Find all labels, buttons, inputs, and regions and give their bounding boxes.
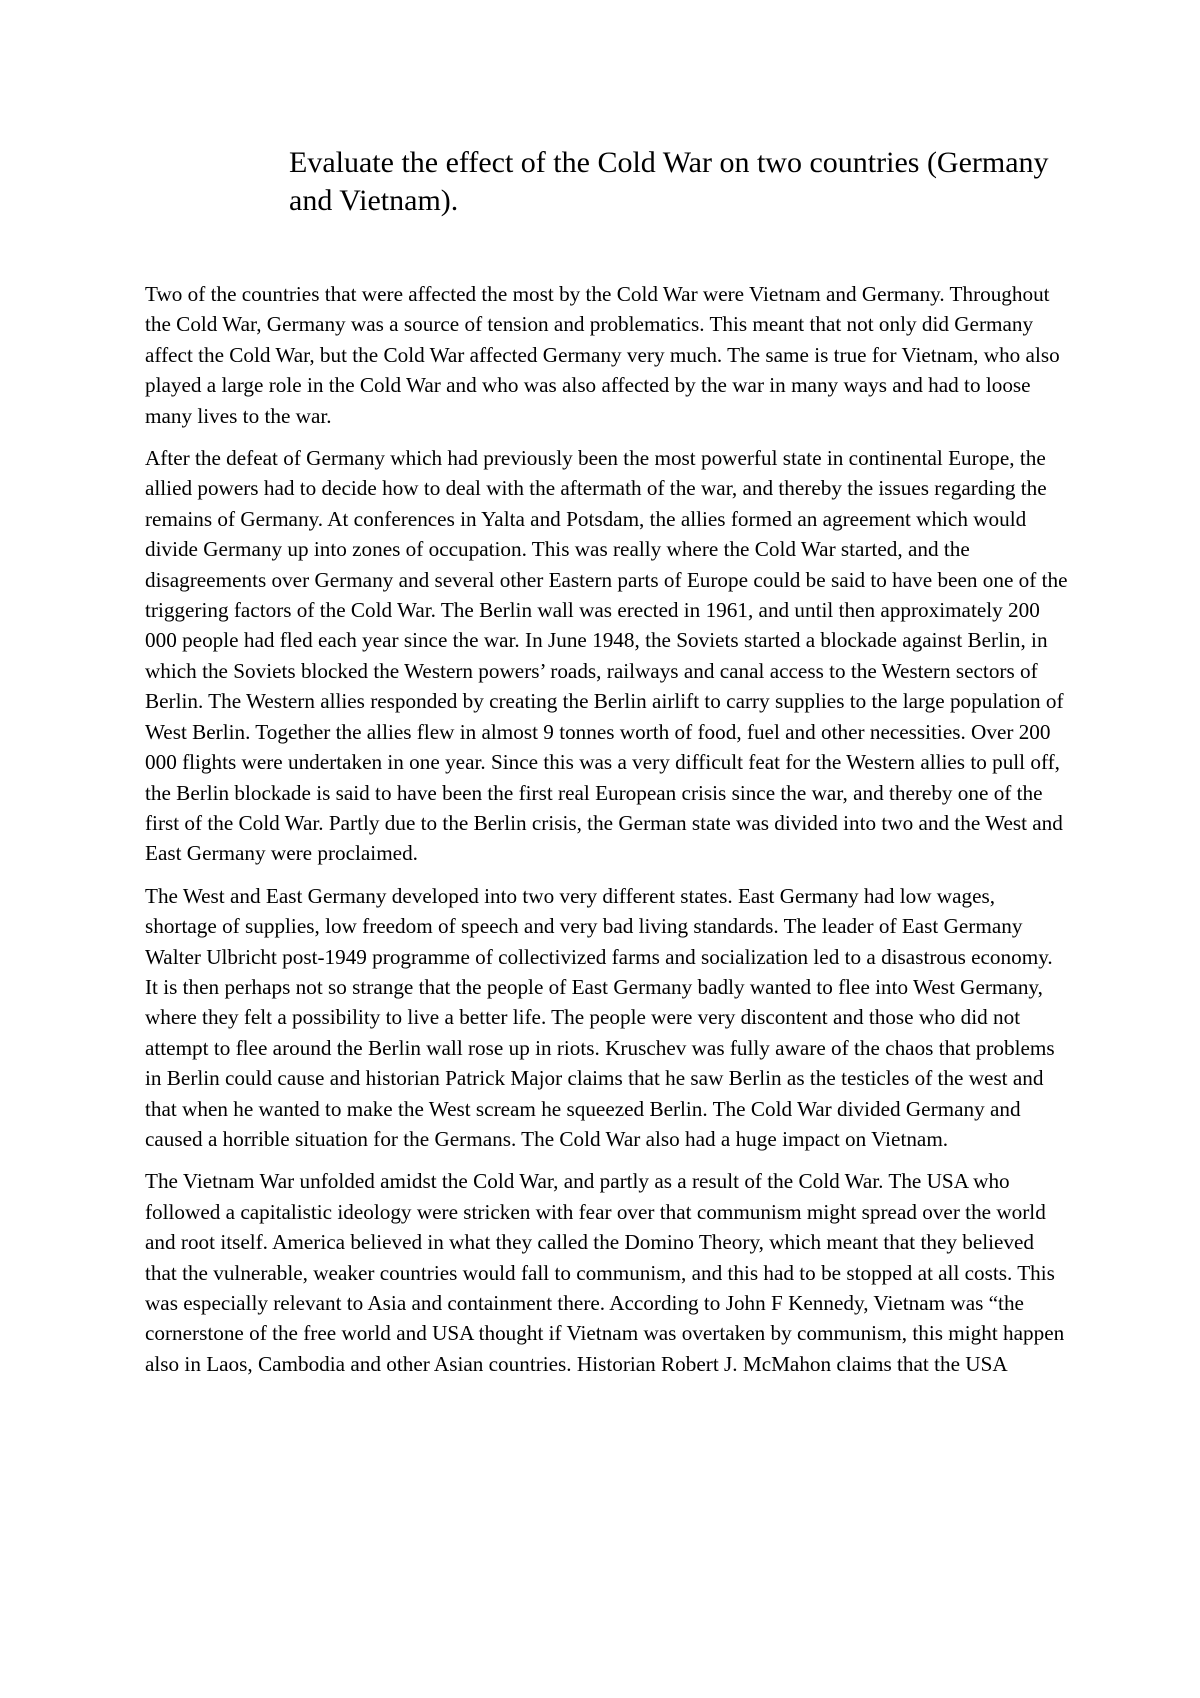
- paragraph-intro: Two of the countries that were affected the most by the Cold War were Vietnam and Germany. Throughout the Cold War, Germany was a source of tension and problematics. This meant that not only did Germany affect the Cold War, but the Cold War affected Germany very much. The same is true for Vietnam, who also played a large role in the Cold War and who was also affected by the war in many ways and had to loose many lives to the war.: [145, 282, 1060, 428]
- document-body: [145, 279, 1070, 1391]
- paragraph-germany-division: After the defeat of Germany which had previously been the most powerful state in continental Europe, the allied powers had to decide how to deal with the aftermath of the war, and thereby the issues regarding the remains of Germany. At conferences in Yalta and Potsdam, the allies formed an agreement which would divide Germany up into zones of occupation. This was really where the Cold War started, and the disagreements over Germany and several other Eastern parts of Europe could be said to have been one of the triggering factors of the Cold War. The Berlin wall was erected in 1961, and until then approximately 200 000 people had fled each year since the war. In June 1948, the Soviets started a blockade against Berlin, in which the Soviets blocked the Western powers’ roads, railways and canal access to the Western sectors of Berlin. The Western allies responded by creating the Berlin airlift to carry supplies to the large population of West Berlin. Together the allies flew in almost 9 tonnes worth of food, fuel and other necessities. Over 200 000 flights were undertaken in one year. Since this was a very difficult feat for the Western allies to pull off, the Berlin blockade is said to have been the first real European crisis since the war, and thereby one of the first of the Cold War. Partly due to the Berlin crisis, the German state was divided into two and the West and East Germany were proclaimed.: [145, 446, 1068, 866]
- paragraph-vietnam-war: The Vietnam War unfolded amidst the Cold War, and partly as a result of the Cold War. The USA who followed a capitalistic ideology were stricken with fear over that communism might spread over the world and root itself. America believed in what they called the Domino Theory, which meant that they believed that the vulnerable, weaker countries would fall to communism, and this had to be stopped at all costs. This was especially relevant to Asia and containment there. According to John F Kennedy, Vietnam was “the cornerstone of the free world and USA thought if Vietnam was overtaken by communism, this might happen also in Laos, Cambodia and other Asian countries. Historian Robert J. McMahon claims that the USA: [145, 1169, 1065, 1376]
- document-title: Evaluate the effect of the Cold War on two countries (Germany and Vietnam).: [289, 146, 1049, 217]
- paragraph-east-west-germany: The West and East Germany developed into two very different states. East Germany had low wages, shortage of supplies, low freedom of speech and very bad living standards. The leader of East Germany Walter Ulbricht post-1949 programme of collectivized farms and socialization led to a disastrous economy. It is then perhaps not so strange that the people of East Germany badly wanted to flee into West Germany, where they felt a possibility to live a better life. The people were very discontent and those who did not attempt to flee around the Berlin wall rose up in riots. Kruschev was fully aware of the chaos that problems in Berlin could cause and historian Patrick Major claims that he saw Berlin as the testicles of the west and that when he wanted to make the West scream he squeezed Berlin. The Cold War divided Germany and caused a horrible situation for the Germans. The Cold War also had a huge impact on Vietnam.: [145, 883, 1055, 1151]
